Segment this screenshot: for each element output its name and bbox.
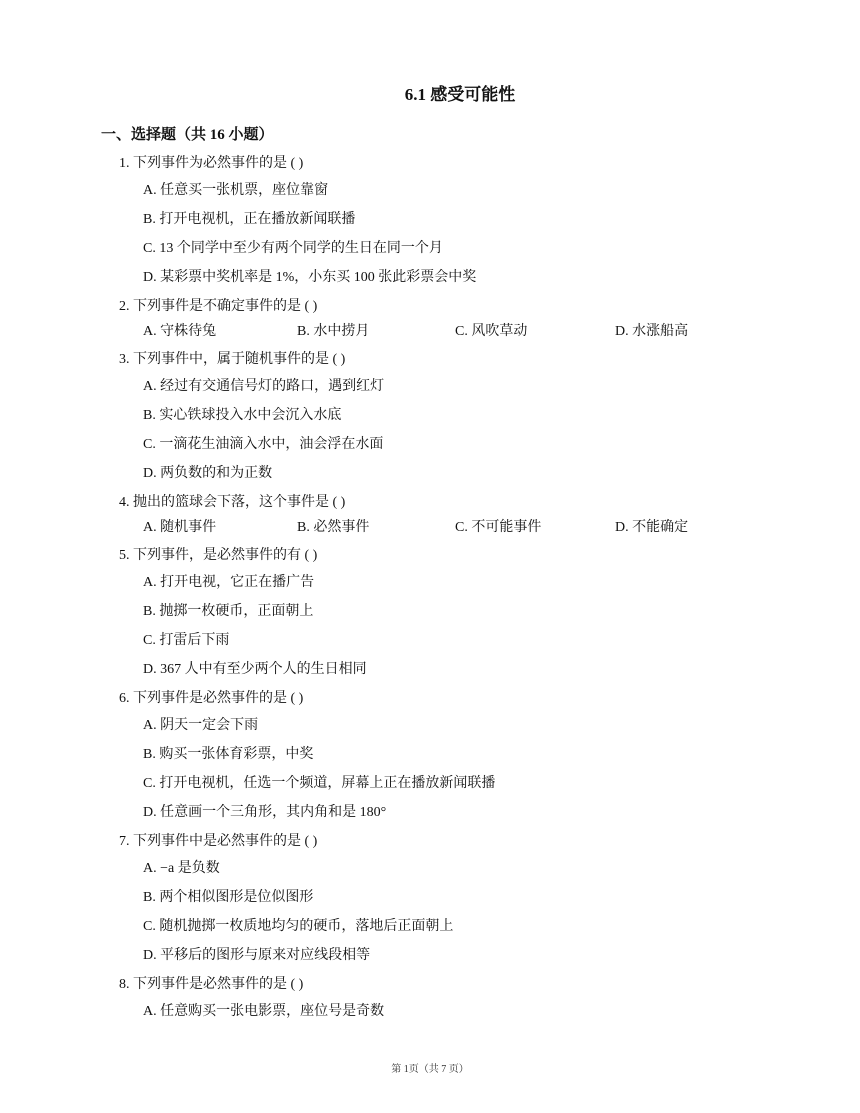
option-c: C. 随机抛掷一枚质地均匀的硬币，落地后正面朝上 — [143, 919, 454, 934]
option-row — [0, 319, 860, 345]
option-a: A. 任意买一张机票，座位靠窗 — [143, 183, 329, 198]
option-row — [0, 515, 860, 541]
option-c: C. 打开电视机，任选一个频道，屏幕上正在播放新闻联播 — [143, 776, 496, 791]
question-3 — [0, 348, 860, 488]
question-stem: 1. 下列事件为必然事件的是 ( ) — [119, 156, 304, 171]
question-stem: 4. 抛出的篮球会下落，这个事件是 ( ) — [119, 495, 346, 510]
page-footer: 第 1页（共 7 页） — [391, 1064, 469, 1075]
option-d: D. 水涨船高 — [615, 324, 689, 339]
option-d: D. 367 人中有至少两个人的生日相同 — [143, 662, 367, 677]
option-d: D. 两负数的和为正数 — [143, 466, 273, 481]
option-c: C. 一滴花生油滴入水中，油会浮在水面 — [143, 437, 384, 452]
option-b: B. 购买一张体育彩票，中奖 — [143, 747, 314, 762]
question-stem: 8. 下列事件是必然事件的是 ( ) — [119, 977, 304, 992]
question-1 — [0, 152, 860, 292]
question-stem: 6. 下列事件是必然事件的是 ( ) — [119, 691, 304, 706]
section-title: 一、选择题（共 16 小题） — [101, 127, 274, 143]
question-stem: 7. 下列事件中是必然事件的是 ( ) — [119, 834, 318, 849]
option-d: D. 任意画一个三角形，其内角和是 180° — [143, 805, 387, 820]
question-4 — [0, 491, 860, 541]
option-a: A. 任意购买一张电影票，座位号是奇数 — [143, 1004, 385, 1019]
option-c: C. 13 个同学中至少有两个同学的生日在同一个月 — [143, 241, 443, 256]
option-a: A. −a 是负数 — [143, 861, 220, 876]
question-stem: 5. 下列事件，是必然事件的有 ( ) — [119, 548, 318, 563]
option-b: B. 水中捞月 — [297, 324, 370, 339]
question-7 — [0, 830, 860, 970]
option-a: A. 守株待兔 — [143, 324, 217, 339]
option-a: A. 阴天一定会下雨 — [143, 718, 259, 733]
page-title: 6.1 感受可能性 — [404, 85, 516, 104]
option-c: C. 不可能事件 — [455, 520, 542, 535]
option-b: B. 抛掷一枚硬币，正面朝上 — [143, 604, 314, 619]
question-2 — [0, 295, 860, 345]
option-c: C. 打雷后下雨 — [143, 633, 230, 648]
option-a: A. 打开电视，它正在播广告 — [143, 575, 315, 590]
option-a: A. 经过有交通信号灯的路口，遇到红灯 — [143, 379, 385, 394]
question-8 — [0, 973, 860, 1026]
option-d: D. 某彩票中奖机率是 1%，小东买 100 张此彩票会中奖 — [143, 270, 477, 285]
question-list — [0, 152, 860, 1029]
question-stem: 3. 下列事件中，属于随机事件的是 ( ) — [119, 352, 346, 367]
option-d: D. 不能确定 — [615, 520, 689, 535]
option-c: C. 风吹草动 — [455, 324, 528, 339]
option-b: B. 实心铁球投入水中会沉入水底 — [143, 408, 342, 423]
question-6 — [0, 687, 860, 827]
option-b: B. 打开电视机，正在播放新闻联播 — [143, 212, 356, 227]
question-5 — [0, 544, 860, 684]
question-stem: 2. 下列事件是不确定事件的是 ( ) — [119, 299, 318, 314]
option-d: D. 平移后的图形与原来对应线段相等 — [143, 948, 371, 963]
option-b: B. 两个相似图形是位似图形 — [143, 890, 314, 905]
option-a: A. 随机事件 — [143, 520, 217, 535]
option-b: B. 必然事件 — [297, 520, 370, 535]
